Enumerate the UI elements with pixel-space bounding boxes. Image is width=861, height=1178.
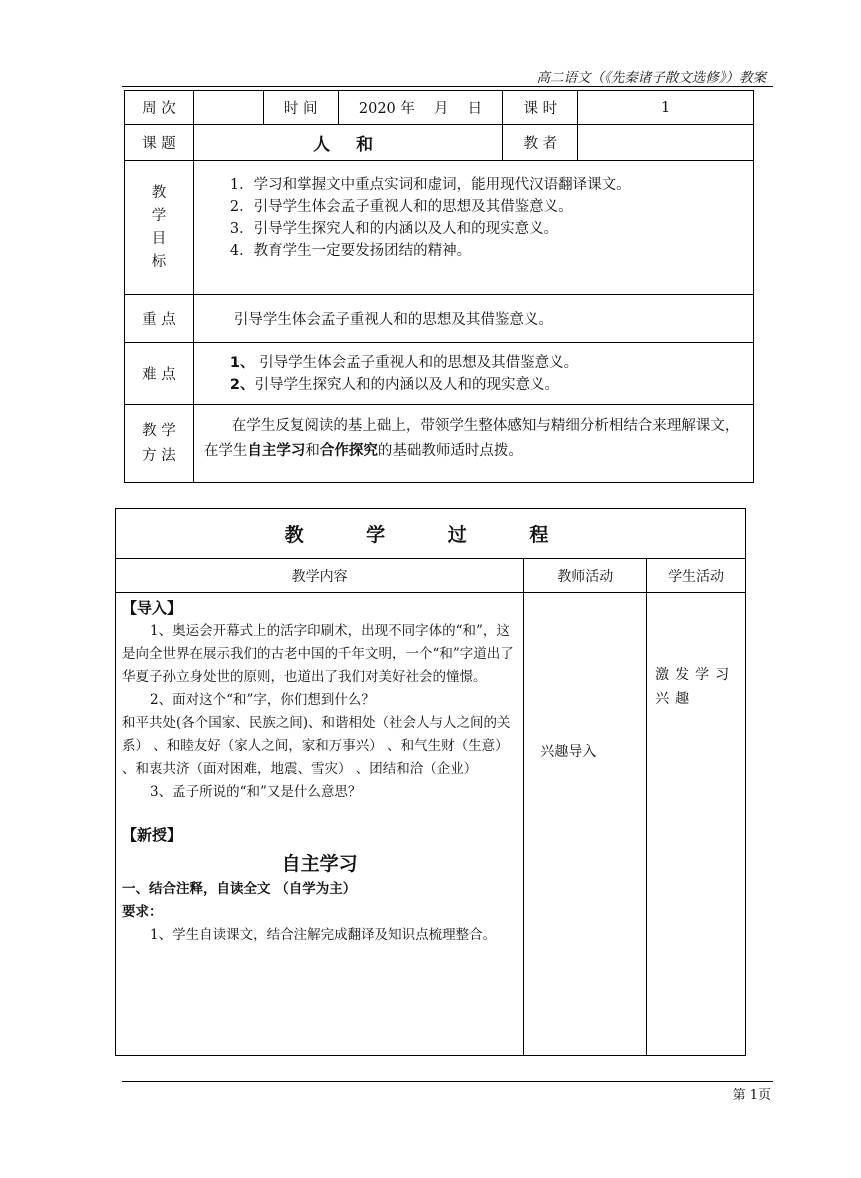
new-heading: 【新授】	[122, 826, 183, 844]
objective-item: 2．引导学生体会孟子重视人和的思想及其借鉴意义。	[229, 198, 573, 215]
method-text: 在学生反复阅读的基上础上，带领学生整体感知与精细分析相结合来理解课文，在学生自主学习和合作探究的基础教师适时点拨。	[193, 405, 753, 483]
date-value: 2020 年 月 日	[338, 91, 503, 125]
teaching-content	[116, 593, 524, 1056]
objective-item: 4．教育学生一定要发扬团结的精神。	[229, 242, 472, 259]
col-student-header: 学生活动	[647, 559, 746, 593]
difficult-label: 难 点	[125, 343, 194, 405]
process-title: 教 学 过 程	[116, 509, 746, 559]
week-label: 周 次	[125, 91, 194, 125]
intro-paragraph: 和平共处(各个国家、民族之间)、和谐相处（社会人与人之间的关系） 、和睦友好（家人之间，家和万事兴） 、和气生财（生意） 、和衷共济（面对困难，地震、雪灾） 、团结和洽（企业）	[122, 715, 511, 777]
teacher-label: 教 者	[503, 125, 578, 161]
intro-paragraph: 3、孟子所说的“和”又是什么意思？	[150, 784, 362, 800]
key-label: 重 点	[125, 295, 194, 343]
step-heading: 一、结合注释，自读全文 （自学为主）	[122, 881, 357, 897]
student-activity: 激发学习兴趣	[647, 593, 746, 1056]
lesson-info-table	[124, 90, 754, 483]
requirements-label: 要求：	[122, 904, 163, 920]
difficult-list	[193, 343, 753, 405]
teacher-activity: 兴趣导入	[524, 593, 647, 1056]
page-number: 第 1页	[732, 1088, 771, 1103]
intro-paragraph: 1、奥运会开幕式上的活字印刷术，出现不同字体的“和”，这是向全世界在展示我们的古老中国的千年文明，一个“和”字道出了华夏子孙立身处世的原则，也道出了我们对美好社会的憧憬。	[122, 623, 514, 685]
topic-label: 课 题	[125, 125, 194, 161]
col-content-header: 教学内容	[116, 559, 524, 593]
self-study-heading: 自主学习	[281, 853, 358, 875]
teacher-value	[578, 125, 754, 161]
intro-paragraph: 2、面对这个“和”字，你们想到什么？	[150, 692, 375, 708]
difficult-item: 1、 引导学生体会孟子重视人和的思想及其借鉴意义。	[229, 354, 579, 371]
week-value	[193, 91, 263, 125]
col-teacher-header: 教师活动	[524, 559, 647, 593]
intro-heading: 【导入】	[122, 599, 183, 617]
difficult-item: 2、引导学生探究人和的内涵以及人和的现实意义。	[229, 376, 559, 393]
teaching-process-table	[115, 508, 746, 1056]
objective-item: 1．学习和掌握文中重点实词和虚词，能用现代汉语翻译课文。	[229, 176, 631, 193]
header-rule	[122, 86, 773, 87]
time-label: 时 间	[263, 91, 338, 125]
objectives-list	[193, 161, 753, 295]
document-header: 高二语文（《先秦诸子散文选修》）教案	[536, 70, 766, 86]
period-value: 1	[578, 91, 754, 125]
period-label: 课 时	[503, 91, 578, 125]
requirement-item: 1、学生自读课文，结合注解完成翻译及知识点梳理整合。	[150, 927, 497, 943]
objective-item: 3．引导学生探究人和的内涵以及人和的现实意义。	[229, 220, 559, 237]
footer-rule	[122, 1081, 773, 1082]
key-text: 引导学生体会孟子重视人和的思想及其借鉴意义。	[193, 295, 753, 343]
method-label: 教 学 方 法	[125, 405, 194, 483]
topic-value: 人 和	[193, 125, 502, 161]
objectives-label: 教 学 目 标	[125, 161, 194, 295]
